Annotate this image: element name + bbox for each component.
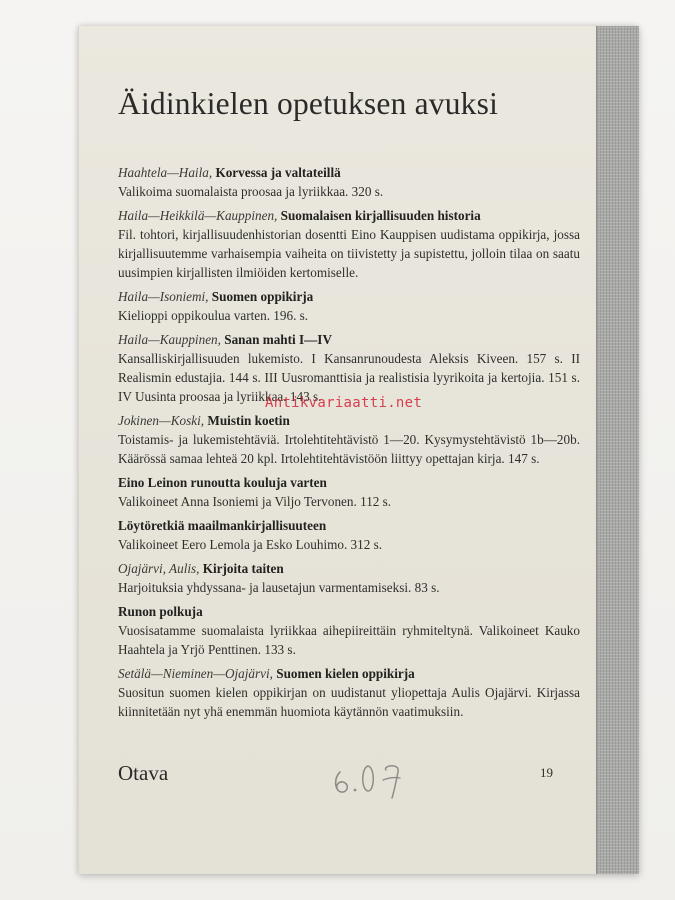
entry-authors: Haahtela—Haila,	[118, 165, 213, 180]
entry-title: Kirjoita taiten	[202, 561, 284, 576]
entry-title-line	[118, 559, 580, 578]
entry-title-line	[118, 602, 580, 621]
entry-title: Eino Leinon runoutta kouluja varten	[118, 475, 327, 490]
entry-title: Runon polkuja	[118, 604, 203, 619]
cloth-spine	[596, 26, 639, 874]
book-entry	[118, 602, 580, 659]
entry-description: Harjoituksia yhdyssana- ja lausetajun varmentamiseksi. 83 s.	[118, 580, 440, 595]
book-entry	[118, 473, 580, 511]
pencil-price-note	[328, 752, 418, 802]
entry-title: Suomalaisen kirjallisuuden historia	[280, 208, 481, 223]
book-entry	[118, 559, 580, 597]
entry-description: Toistamis- ja lukemistehtäviä. Irtolehtitehtävistö 1—20. Kysymystehtävistö 1b—20b. Käärössä samaa lehteä 20 kpl. Irtolehtitehtävistöön liittyy opettajan kirja. 147 s.	[118, 432, 580, 466]
entry-authors: Haila—Isoniemi,	[118, 289, 209, 304]
entry-title-line	[118, 411, 580, 430]
entry-authors: Haila—Heikkilä—Kauppinen,	[118, 208, 278, 223]
book-entry	[118, 411, 580, 468]
entry-title-line	[118, 516, 580, 535]
entry-authors: Jokinen—Koski,	[118, 413, 205, 428]
entry-description: Vuosisatamme suomalaista lyriikkaa aihepiireittäin ryhmiteltynä. Valikoineet Kauko Haahtela ja Yrjö Penttinen. 133 s.	[118, 623, 580, 657]
entry-title-line	[118, 664, 580, 683]
entry-authors: Haila—Kauppinen,	[118, 332, 221, 347]
entry-authors: Setälä—Nieminen—Ojajärvi,	[118, 666, 273, 681]
book-entry	[118, 516, 580, 554]
page-number: 19	[540, 765, 553, 780]
book-list	[118, 163, 580, 726]
entry-title: Löytöretkiä maailmankirjallisuuteen	[118, 518, 327, 533]
entry-title-line	[118, 163, 580, 182]
book-entry	[118, 163, 580, 201]
publisher-name: Otava	[118, 761, 169, 785]
entry-description: Kansalliskirjallisuuden lukemisto. I Kansanrunoudesta Aleksis Kiveen. 157 s. II Realismin edustajia. 144 s. III Uusromanttisia ja realistisia lyyrikoita ja kertojia. 151 s. IV Uusinta proosaa ja lyriikkaa. 143 s.	[118, 351, 580, 404]
page-heading: Äidinkielen opetuksen avuksi	[118, 86, 499, 121]
book-entry	[118, 206, 580, 282]
entry-description: Suositun suomen kielen oppikirjan on uudistanut yliopettaja Aulis Ojajärvi. Kirjassa kiinnitetään nyt yhä enemmän huomiota käytännön vaatimuksiin.	[118, 685, 580, 719]
entry-description: Valikoineet Anna Isoniemi ja Viljo Tervonen. 112 s.	[118, 494, 392, 509]
entry-title-line	[118, 206, 580, 225]
entry-description: Kielioppi oppikoulua varten. 196. s.	[118, 308, 309, 323]
entry-authors: Ojajärvi, Aulis,	[118, 561, 200, 576]
entry-title-line	[118, 473, 580, 492]
entry-title: Korvessa ja valtateillä	[215, 165, 341, 180]
book-entry	[118, 287, 580, 325]
watermark-text: Antikvariaatti.net	[265, 395, 423, 411]
entry-title-line	[118, 287, 580, 306]
entry-title: Suomen kielen oppikirja	[276, 666, 415, 681]
entry-title: Muistin koetin	[207, 413, 290, 428]
entry-description: Fil. tohtori, kirjallisuudenhistorian dosentti Eino Kauppisen uudistama oppikirja, jossa kirjallisuutemme varhaisempia vaiheita on tiivistetty ja supistettu, jolloin tilaa on saatu uusimpien kirjallisten ilmiöiden kertomiselle.	[118, 227, 580, 280]
entry-title: Suomen oppikirja	[211, 289, 314, 304]
entry-description: Valikoineet Eero Lemola ja Esko Louhimo. 312 s.	[118, 537, 383, 552]
book-entry	[118, 664, 580, 721]
entry-title: Sanan mahti I—IV	[224, 332, 332, 347]
entry-title-line	[118, 330, 580, 349]
entry-description: Valikoima suomalaista proosaa ja lyriikkaa. 320 s.	[118, 184, 384, 199]
